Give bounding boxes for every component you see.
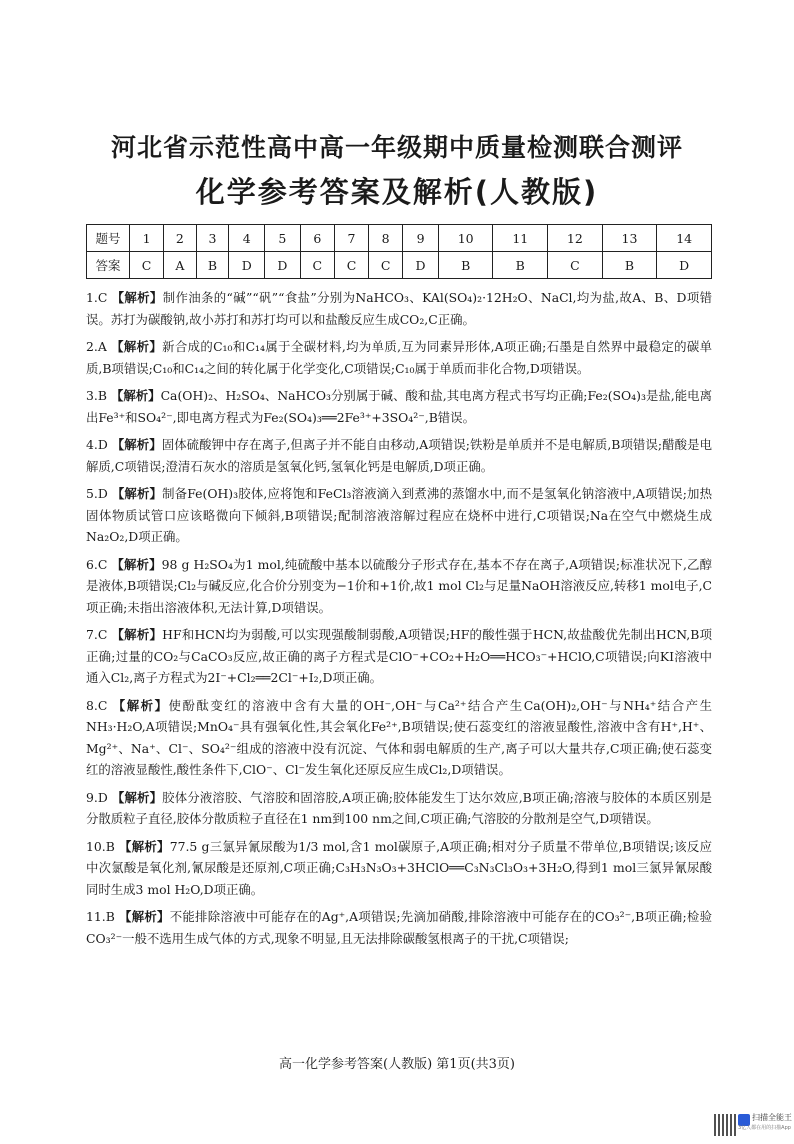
table-cell: 12 — [548, 225, 603, 252]
table-cell: A — [164, 252, 196, 279]
scanner-badge-text: 扫描全能王 — [752, 1113, 792, 1122]
analysis-tag: 【解析】 — [111, 486, 163, 501]
table-cell: 11 — [493, 225, 548, 252]
item-number: 9.D — [86, 789, 108, 805]
item-text: 77.5 g三氯异氰尿酸为1/3 mol,含1 mol碳原子,A项正确;相对分子质量不带单位,B项错误;该反应中次氯酸是氧化剂,氰尿酸是还原剂,C项正确;C₃H₃N₃O₃+3HClO══C₃N₃Cl₃O₃+3H₂O,得到1 mol三氯异氰尿酸同时生成3 mol H₂O,D项正确。 — [86, 838, 712, 897]
row-label-answer: 答案 — [87, 252, 130, 279]
item-text: 使酚酞变红的溶液中含有大量的OH⁻,OH⁻与Ca²⁺结合产生Ca(OH)₂,OH⁻与NH₄⁺结合产生NH₃·H₂O,A项错误;MnO₄⁻具有强氧化性,其会氧化Fe²⁺,B项错误;使石蕊变红的溶液显酸性,溶液中含有H⁺,H⁺、Mg²⁺、Na⁺、Cl⁻、SO₄²⁻组成的溶液中没有沉淀、气体和弱电解质的生产,离子可以大量共存,C项正确;使石蕊变红的溶液显酸性,酸性条件下,ClO⁻、Cl⁻发生氧化还原反应生成Cl₂,D项错误。 — [86, 697, 712, 777]
explanation-item — [86, 336, 712, 379]
explanation-item — [86, 554, 712, 619]
table-cell: 8 — [369, 225, 403, 252]
table-cell: 5 — [265, 225, 301, 252]
table-cell: 1 — [130, 225, 164, 252]
item-text: 制作油条的“碱”“矾”“食盐”分别为NaHCO₃、KAl(SO₄)₂·12H₂O、NaCl,均为盐,故A、B、D项错误。苏打为碳酸钠,故小苏打和苏打均可以和盐酸反应生成CO₂,C正确。 — [86, 290, 713, 327]
item-number: 1.C — [86, 290, 108, 305]
item-text: 制备Fe(OH)₃胶体,应将饱和FeCl₃溶液滴入到煮沸的蒸馏水中,而不是氢氧化钠溶液中,A项错误;加热固体物质试管口应该略微向下倾斜,B项错误;配制溶液溶解过程应在烧杯中进行,C项错误;Na在空气中燃烧生成Na₂O₂,D项正确。 — [86, 486, 712, 544]
table-cell: 4 — [229, 225, 265, 252]
table-cell: C — [369, 252, 403, 279]
item-number: 2.A — [86, 339, 107, 354]
table-cell: 2 — [164, 225, 196, 252]
table-cell: B — [196, 252, 229, 279]
analysis-tag: 【解析】 — [119, 838, 170, 854]
explanation-item — [86, 385, 712, 428]
analysis-tag: 【解析】 — [119, 909, 170, 924]
table-cell: C — [130, 252, 164, 279]
explanation-item — [86, 287, 712, 330]
page-footer: 高一化学参考答案(人教版) 第1页(共3页) — [279, 1057, 515, 1072]
table-cell: C — [300, 252, 334, 279]
explanations — [86, 287, 712, 955]
table-cell: B — [438, 252, 493, 279]
item-number: 11.B — [86, 909, 115, 924]
item-text: 不能排除溶液中可能存在的Ag⁺,A项错误;先滴加硝酸,排除溶液中可能存在的CO₃²⁻,B项正确;检验CO₃²⁻一般不选用生成气体的方式,现象不明显,且无法排除碳酸氢根离子的干扰,C项错误; — [86, 909, 712, 946]
table-cell: D — [265, 252, 301, 279]
item-number: 4.D — [86, 437, 108, 452]
answer-key-title: 化学参考答案及解析(人教版) — [195, 175, 599, 209]
explanation-item — [86, 906, 712, 949]
explanation-item — [86, 483, 712, 548]
item-number: 6.C — [86, 556, 108, 572]
table-cell: D — [229, 252, 265, 279]
explanation-item — [86, 434, 712, 477]
answer-row — [87, 252, 712, 279]
table-cell: B — [493, 252, 548, 279]
explanation-item — [86, 836, 712, 901]
analysis-tag: 【解析】 — [110, 388, 161, 403]
analysis-tag: 【解析】 — [111, 339, 163, 354]
table-cell: 10 — [438, 225, 493, 252]
qr-code-icon — [714, 1114, 736, 1136]
analysis-tag: 【解析】 — [111, 789, 163, 805]
table-cell: D — [657, 252, 712, 279]
analysis-tag: 【解析】 — [111, 437, 162, 452]
table-cell: 14 — [657, 225, 712, 252]
item-number: 7.C — [86, 627, 108, 642]
analysis-tag: 【解析】 — [111, 290, 163, 305]
item-text: Ca(OH)₂、H₂SO₄、NaHCO₃分别属于碱、酸和盐,其电离方程式书写均正确;Fe₂(SO₄)₃是盐,能电离出Fe³⁺和SO₄²⁻,即电离方程式为Fe₂(SO₄)₃══2Fe³⁺+3SO₄²⁻,B错误。 — [86, 388, 712, 425]
analysis-tag: 【解析】 — [111, 627, 163, 642]
exam-title: 河北省示范性高中高一年级期中质量检测联合测评 — [110, 133, 683, 162]
scanner-badge-subtext: 3亿人都在用的扫描App — [738, 1125, 791, 1131]
table-cell: C — [548, 252, 603, 279]
table-cell: 9 — [403, 225, 439, 252]
table-cell: 6 — [300, 225, 334, 252]
table-cell: B — [602, 252, 657, 279]
item-number: 10.B — [86, 838, 115, 854]
explanation-item — [86, 624, 712, 689]
explanation-item — [86, 695, 712, 781]
item-text: 胶体分液溶胶、气溶胶和固溶胶,A项正确;胶体能发生丁达尔效应,B项正确;溶液与胶体的本质区别是分散质粒子直径,胶体分散质粒子直径在1 nm到100 nm之间,C项正确;气溶胶的分散剂是空气,D项错误。 — [86, 789, 712, 826]
item-text: 98 g H₂SO₄为1 mol,纯硫酸中基本以硫酸分子形式存在,基本不存在离子,A项错误;标准状况下,乙醇是液体,B项错误;Cl₂与碱反应,化合价分别变为−1价和+1价,故1 mol Cl₂与足量NaOH溶液反应,转移1 mol电子,C项正确;未指出溶液体积,无法计算,D项错误。 — [86, 556, 712, 615]
table-cell: 3 — [196, 225, 229, 252]
analysis-tag: 【解析】 — [111, 556, 162, 572]
item-text: 新合成的C₁₀和C₁₄属于全碳材料,均为单质,互为同素异形体,A项正确;石墨是自然界中最稳定的碳单质,B项错误;C₁₀和C₁₄之间的转化属于化学变化,C项错误;C₁₀属于单质而非化合物,D项错误。 — [86, 339, 712, 376]
question-number-row — [87, 225, 712, 252]
row-label-number: 题号 — [87, 225, 130, 252]
item-number: 5.D — [86, 486, 108, 501]
item-text: HF和HCN均为弱酸,可以实现强酸制弱酸,A项错误;HF的酸性强于HCN,故盐酸优先制出HCN,B项正确;过量的CO₂与CaCO₃反应,故正确的离子方程式是ClO⁻+CO₂+H₂O══HCO₃⁻+HClO,C项错误;向KI溶液中通入Cl₂,离子方程式为2I⁻+Cl₂══2Cl⁻+I₂,D项正确。 — [86, 627, 712, 685]
table-cell: 13 — [602, 225, 657, 252]
item-number: 3.B — [86, 388, 107, 403]
table-cell: C — [334, 252, 368, 279]
table-cell: D — [403, 252, 439, 279]
answer-table — [86, 224, 712, 279]
table-cell: 7 — [334, 225, 368, 252]
item-text: 固体硫酸钾中存在离子,但离子并不能自由移动,A项错误;铁粉是单质并不是电解质,B项错误;醋酸是电解质,C项错误;澄清石灰水的溶质是氢氧化钙,氢氧化钙是电解质,D项正确。 — [86, 437, 712, 474]
item-number: 8.C — [86, 697, 108, 713]
analysis-tag: 【解析】 — [112, 697, 169, 713]
explanation-item — [86, 787, 712, 830]
